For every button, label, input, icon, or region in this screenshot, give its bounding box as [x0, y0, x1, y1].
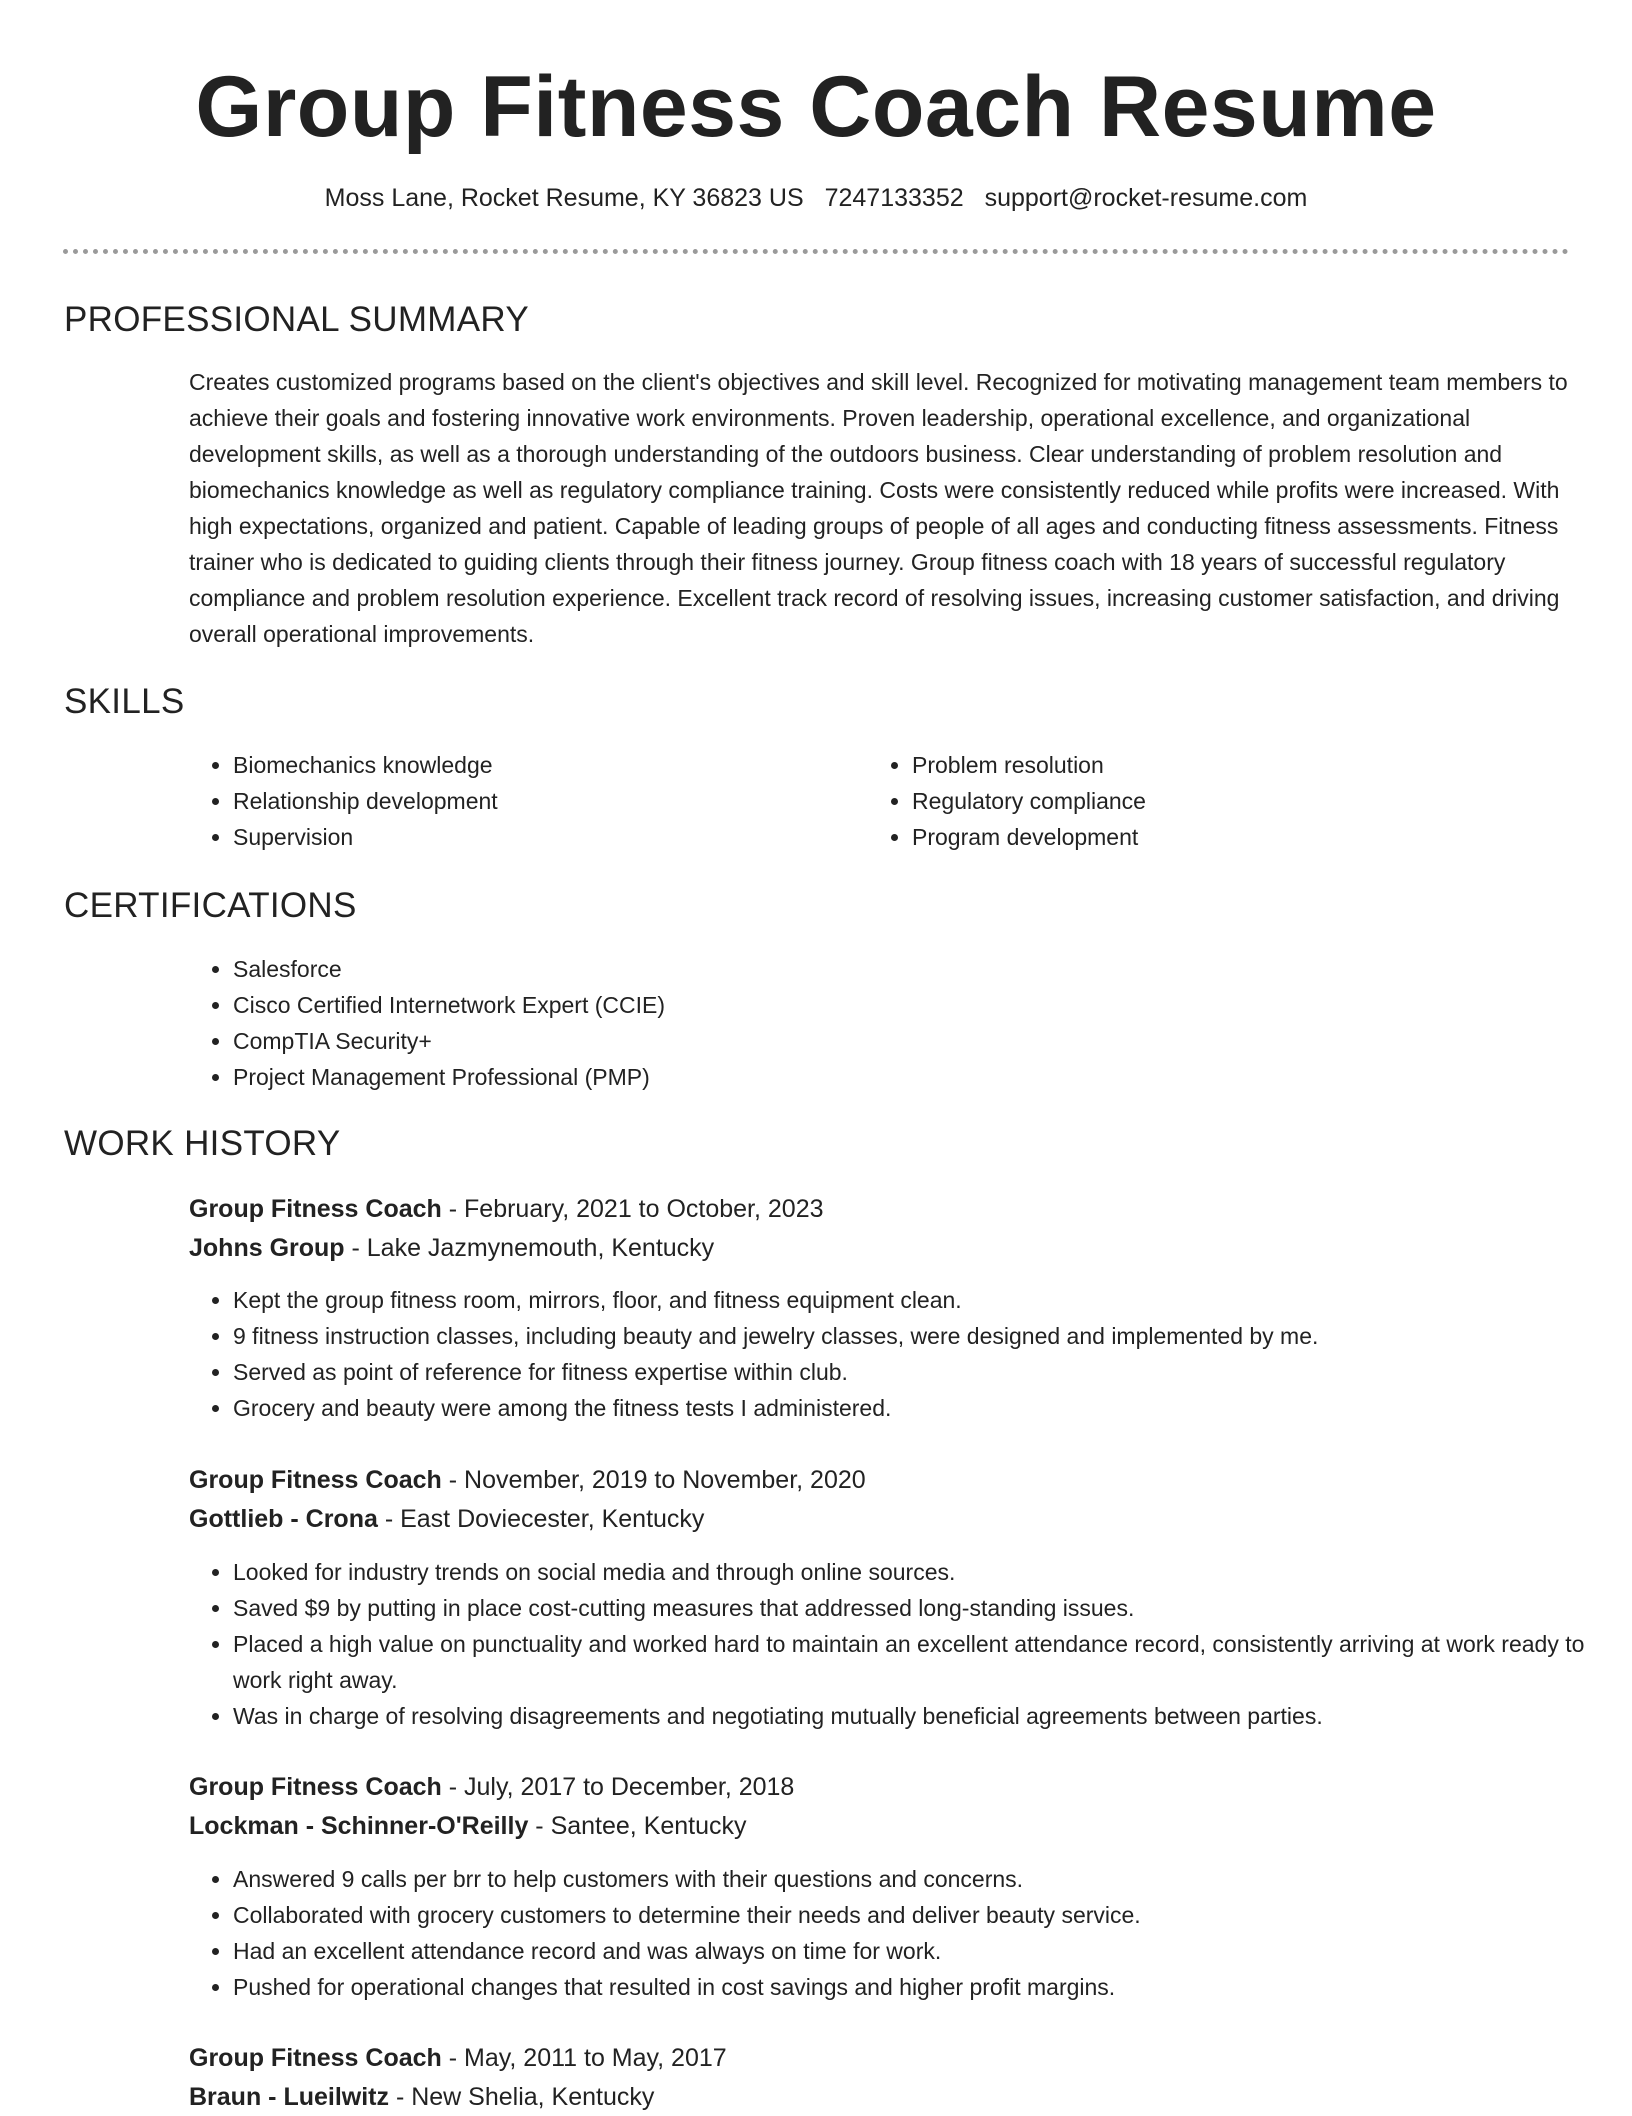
- job-location: - East Doviecester, Kentucky: [377, 1505, 705, 1533]
- job-bullet: • Had an excellent attendance record and was always on time for work.: [233, 1933, 1613, 1969]
- job-bullet: • Collaborated with grocery customers to determine their needs and deliver beauty service.: [233, 1897, 1613, 1933]
- job-bullets: [189, 1554, 1613, 1734]
- job-company-line: [189, 2078, 654, 2116]
- job-title: Group Fitness Coach: [189, 1195, 442, 1223]
- section-heading-certifications: CERTIFICATIONS: [64, 886, 357, 925]
- job-bullets: [189, 1282, 1613, 1426]
- job-company-line: [189, 1500, 704, 1538]
- section-heading-work-history: WORK HISTORY: [64, 1124, 341, 1163]
- job-bullet: • Was in charge of resolving disagreements and negotiating mutually beneficial agreements between parties.: [233, 1698, 1613, 1734]
- contact-phone: 7247133352: [824, 184, 964, 212]
- certification-item: • Project Management Professional (PMP): [233, 1059, 1533, 1095]
- job-title: Group Fitness Coach: [189, 1773, 442, 1801]
- job-bullet: • Placed a high value on punctuality and worked hard to maintain an excellent attendance record, consistently arriving at work ready to work right away.: [233, 1626, 1613, 1698]
- job-location: - Santee, Kentucky: [528, 1812, 747, 1840]
- job-bullet: • Looked for industry trends on social media and through online sources.: [233, 1554, 1613, 1590]
- section-heading-skills: SKILLS: [64, 682, 185, 721]
- summary-text: Creates customized programs based on the client's objectives and skill level. Recognized for motivating management team members to achieve their goals and fostering innovative work environments. Proven leadership, operational excellence, and organizational development skills, as well as a thorough understanding of the outdoors business. Clear understanding of problem resolution and biomechanics knowledge as well as regulatory compliance training. Costs were consistently reduced while profits were increased. With high expectations, organized and patient. Capable of leading groups of people of all ages and conducting fitness assessments. Fitness trainer who is dedicated to guiding clients through their fitness journey. Group fitness coach with 18 years of successful regulatory compliance and problem resolution experience. Excellent track record of resolving issues, increasing customer satisfaction, and driving overall operational improvements.: [189, 369, 1568, 647]
- certification-item: • CompTIA Security+: [233, 1023, 1533, 1059]
- job-title-line: [189, 2039, 727, 2077]
- job-title-line: [189, 1768, 794, 1806]
- job-bullets: [189, 1861, 1613, 2005]
- skills-list-left: [189, 747, 833, 855]
- job-company: Johns Group: [189, 1234, 345, 1262]
- job-bullet: • Answered 9 calls per brr to help customers with their questions and concerns.: [233, 1861, 1613, 1897]
- job-company: Braun - Lueilwitz: [189, 2083, 389, 2111]
- skill-item: • Relationship development: [233, 783, 833, 819]
- contact-email: support@rocket-resume.com: [984, 184, 1308, 212]
- contact-address: Moss Lane, Rocket Resume, KY 36823 US: [324, 184, 804, 212]
- skill-item: • Regulatory compliance: [912, 783, 1512, 819]
- job-bullet: • Pushed for operational changes that resulted in cost savings and higher profit margins.: [233, 1969, 1613, 2005]
- job-title: Group Fitness Coach: [189, 2044, 442, 2072]
- job-dates: - November, 2019 to November, 2020: [441, 1466, 866, 1494]
- skill-item: • Problem resolution: [912, 747, 1512, 783]
- skill-item: • Supervision: [233, 819, 833, 855]
- job-company-line: [189, 1807, 747, 1845]
- job-bullet: • Saved $9 by putting in place cost-cutting measures that addressed long-standing issues.: [233, 1590, 1613, 1626]
- job-company: Gottlieb - Crona: [189, 1505, 378, 1533]
- resume-title: Group Fitness Coach Resume: [195, 59, 1437, 155]
- job-dates: - July, 2017 to December, 2018: [441, 1773, 795, 1801]
- job-location: - Lake Jazmynemouth, Kentucky: [344, 1234, 715, 1262]
- section-heading-summary: PROFESSIONAL SUMMARY: [64, 300, 529, 339]
- job-bullet: • Kept the group fitness room, mirrors, floor, and fitness equipment clean.: [233, 1282, 1613, 1318]
- job-bullet: • Grocery and beauty were among the fitness tests I administered.: [233, 1390, 1613, 1426]
- job-title-line: [189, 1190, 824, 1228]
- contact-line: [0, 180, 1632, 216]
- skill-item: • Program development: [912, 819, 1512, 855]
- certifications-list: [189, 951, 1533, 1095]
- skills-list-right: [868, 747, 1512, 855]
- job-bullet: • Served as point of reference for fitness expertise within club.: [233, 1354, 1613, 1390]
- certification-item: • Cisco Certified Internetwork Expert (CCIE): [233, 987, 1533, 1023]
- job-dates: - May, 2011 to May, 2017: [441, 2044, 727, 2072]
- job-company-line: [189, 1229, 714, 1267]
- job-location: - New Shelia, Kentucky: [389, 2083, 655, 2111]
- skill-item: • Biomechanics knowledge: [233, 747, 833, 783]
- header-divider: [63, 249, 1569, 254]
- job-company: Lockman - Schinner-O'Reilly: [189, 1812, 529, 1840]
- job-title-line: [189, 1461, 866, 1499]
- job-dates: - February, 2021 to October, 2023: [441, 1195, 824, 1223]
- job-title: Group Fitness Coach: [189, 1466, 442, 1494]
- job-bullet: • 9 fitness instruction classes, including beauty and jewelry classes, were designed and implemented by me.: [233, 1318, 1613, 1354]
- certification-item: • Salesforce: [233, 951, 1533, 987]
